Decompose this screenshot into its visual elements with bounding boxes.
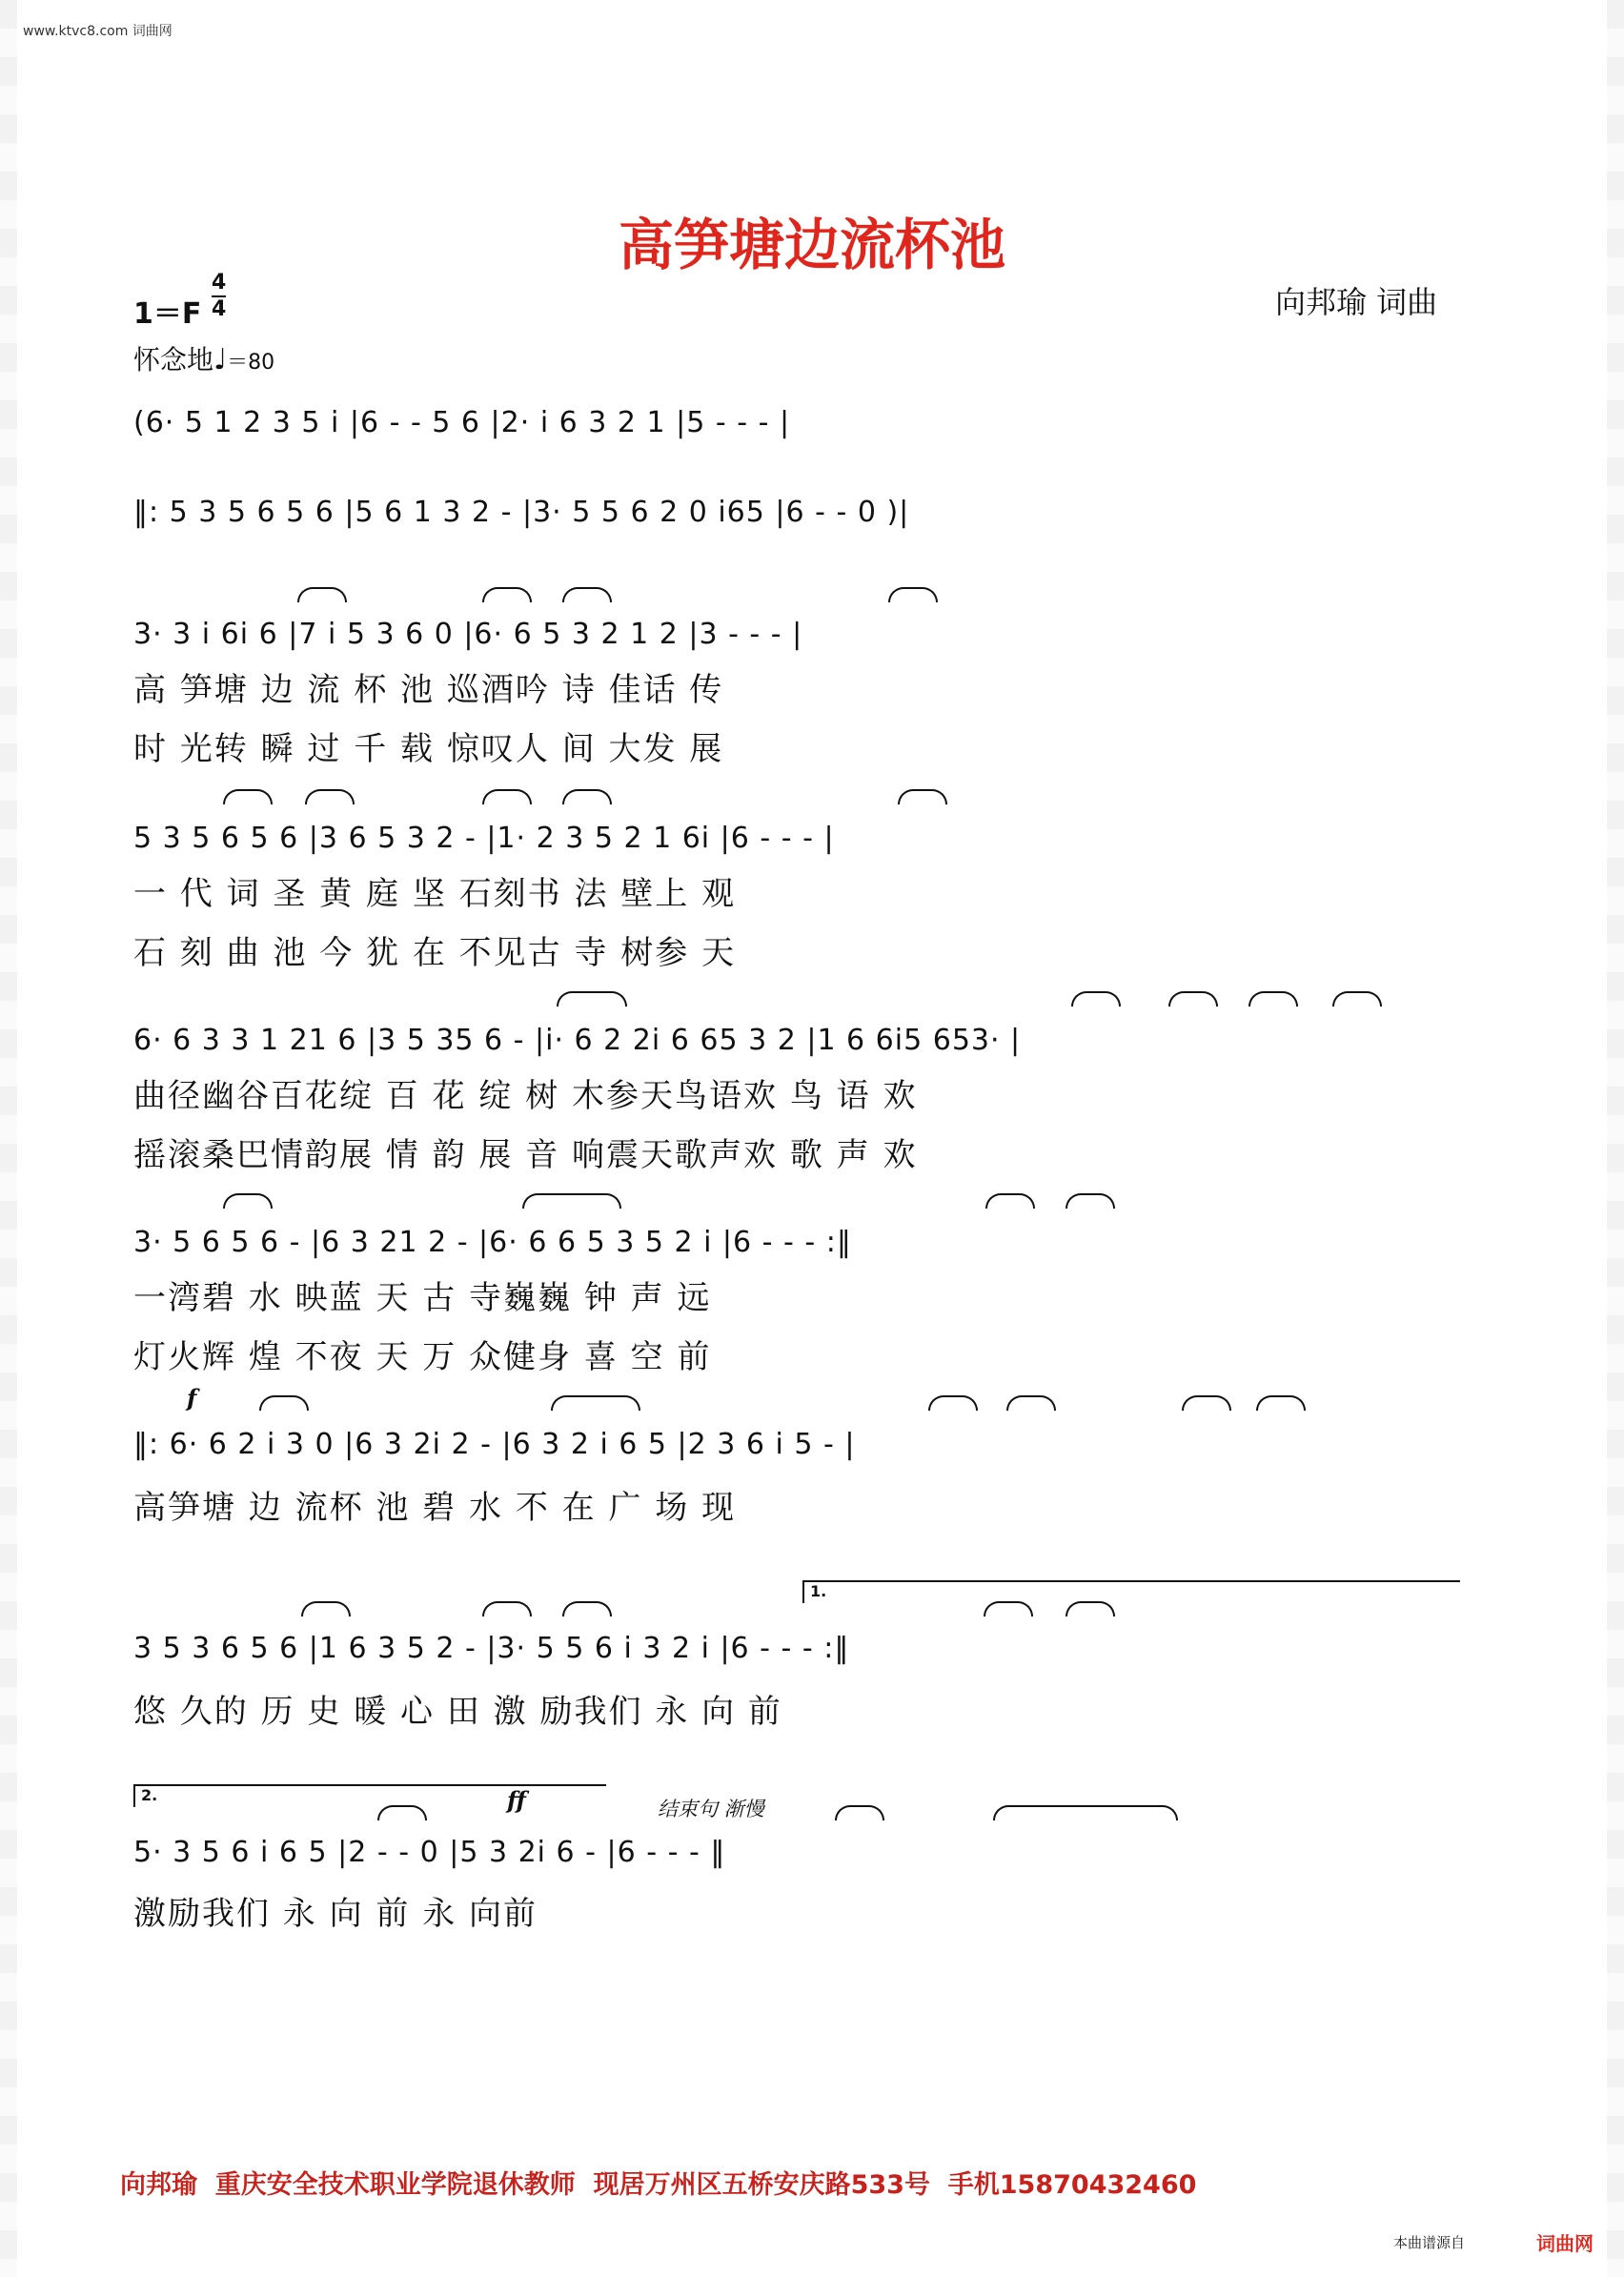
slur-mark <box>562 789 612 804</box>
slur-mark <box>223 1193 273 1209</box>
slur-mark <box>482 587 532 602</box>
slur-mark <box>1332 991 1382 1006</box>
slur-mark <box>305 789 355 804</box>
system-4-lyrics-verse-2: 石 刻 曲 池 今 犹 在 不见古 寺 树参 天 <box>133 934 737 972</box>
slur-mark <box>1248 991 1298 1006</box>
system-3-lyrics-verse-1: 高 笋塘 边 流 杯 池 巡酒吟 诗 佳话 传 <box>133 671 724 709</box>
system-7-notes: ‖: 6· 6 2 i 3 0 |6 3 2i 2 - |6 3 2 i 6 5 |2 3 6 i 5 - | <box>133 1428 856 1461</box>
site-url[interactable]: www.ktvc8.com 词曲网 <box>23 24 173 39</box>
slur-mark <box>888 587 938 602</box>
slur-mark <box>1066 1193 1115 1209</box>
system-1-notes: (6· 5 1 2 3 5 i |6 - - 5 6 |2· i 6 3 2 1 |5 - - - | <box>133 406 791 439</box>
ending-instruction: 结束句 渐慢 <box>658 1798 764 1820</box>
system-4-lyrics-verse-1: 一 代 词 圣 黄 庭 坚 石刻书 法 壁上 观 <box>133 875 737 913</box>
slur-mark <box>993 1805 1178 1820</box>
tempo-bpm: ＝80 <box>227 351 275 375</box>
system-6-lyrics-verse-2: 灯火辉 煌 不夜 天 万 众健身 喜 空 前 <box>133 1338 712 1376</box>
volta-first-ending <box>802 1580 1460 1603</box>
volta-first-label: 1. <box>810 1582 827 1600</box>
slur-mark <box>835 1805 884 1820</box>
time-signature <box>212 271 226 322</box>
system-8-notes: 3 5 3 6 5 6 |1 6 3 5 2 - |3· 5 5 6 i 3 2 i |6 - - - :‖ <box>133 1632 850 1665</box>
system-5-notes: 6· 6 3 3 1 21 6 |3 5 35 6 - |i· 6 2 2i 6 65 3 2 |1 6 6i5 653· | <box>133 1024 1022 1057</box>
slur-mark <box>551 1395 640 1411</box>
system-8-lyrics: 悠 久的 历 史 暖 心 田 激 励我们 永 向 前 <box>133 1693 782 1731</box>
brand-logo[interactable]: 词曲网 <box>1536 2232 1594 2255</box>
right-watermark-strip <box>1607 0 1624 2277</box>
volta-second-ending <box>133 1784 606 1807</box>
slur-mark <box>522 1193 621 1209</box>
key-signature: 1＝F <box>133 297 202 331</box>
slur-mark <box>1071 991 1121 1006</box>
quarter-note-icon: ♩ <box>213 343 228 376</box>
slur-mark <box>1256 1395 1306 1411</box>
left-watermark-strip <box>0 0 17 2277</box>
system-6-lyrics-verse-1: 一湾碧 水 映蓝 天 古 寺巍巍 钟 声 远 <box>133 1279 712 1317</box>
system-9-notes: 5· 3 5 6 i 6 5 |2 - - 0 |5 3 2i 6 - |6 - - - ‖ <box>133 1836 726 1869</box>
system-9-lyrics: 激励我们 永 向 前 永 向前 <box>133 1895 538 1933</box>
source-label: 本曲谱源自 <box>1393 2234 1466 2251</box>
slur-mark <box>259 1395 309 1411</box>
system-4-notes: 5 3 5 6 5 6 |3 6 5 3 2 - |1· 2 3 5 2 1 6i |6 - - - | <box>133 822 835 855</box>
slur-mark <box>223 789 273 804</box>
system-3-lyrics-verse-2: 时 光转 瞬 过 千 载 惊叹人 间 大发 展 <box>133 730 724 768</box>
slur-mark <box>557 991 627 1006</box>
system-6-notes: 3· 5 6 5 6 - |6 3 21 2 - |6· 6 6 5 3 5 2 i |6 - - - :‖ <box>133 1226 852 1259</box>
slur-mark <box>482 789 532 804</box>
slur-mark <box>984 1601 1033 1616</box>
slur-mark <box>985 1193 1035 1209</box>
system-7-lyrics: 高笋塘 边 流杯 池 碧 水 不 在 广 场 现 <box>133 1489 737 1527</box>
slur-mark <box>482 1601 532 1616</box>
slur-mark <box>1182 1395 1231 1411</box>
slur-mark <box>297 587 347 602</box>
tempo-mood: 怀念地 <box>133 344 214 376</box>
time-signature-top: 4 <box>212 271 227 295</box>
author-credit: 向邦瑜 词曲 <box>1275 284 1438 320</box>
tempo-marking <box>133 339 274 377</box>
song-title: 高笋塘边流杯池 <box>618 213 1005 277</box>
slur-mark <box>562 1601 612 1616</box>
system-5-lyrics-verse-2: 摇滚桑巴情韵展 情 韵 展 音 响震天歌声欢 歌 声 欢 <box>133 1136 918 1174</box>
volta-second-label: 2. <box>141 1786 158 1804</box>
slur-mark <box>928 1395 978 1411</box>
dynamic-forte: f <box>187 1384 197 1412</box>
composer-contact-footer: 向邦瑜 重庆安全技术职业学院退休教师 现居万州区五桥安庆路533号 手机15870432460 <box>120 2170 1197 2200</box>
system-3-notes: 3· 3 i 6i 6 |7 i 5 3 6 0 |6· 6 5 3 2 1 2 |3 - - - | <box>133 618 803 651</box>
slur-mark <box>562 587 612 602</box>
time-signature-bottom: 4 <box>212 297 227 321</box>
dynamic-fortissimo: ff <box>507 1786 526 1814</box>
slur-mark <box>1006 1395 1056 1411</box>
slur-mark <box>301 1601 351 1616</box>
slur-mark <box>1066 1601 1115 1616</box>
slur-mark <box>1168 991 1218 1006</box>
system-2-notes: ‖: 5 3 5 6 5 6 |5 6 1 3 2 - |3· 5 5 6 2 0 i65 |6 - - 0 )| <box>133 496 910 529</box>
system-5-lyrics-verse-1: 曲径幽谷百花绽 百 花 绽 树 木参天鸟语欢 鸟 语 欢 <box>133 1077 918 1115</box>
slur-mark <box>377 1805 427 1820</box>
slur-mark <box>898 789 947 804</box>
